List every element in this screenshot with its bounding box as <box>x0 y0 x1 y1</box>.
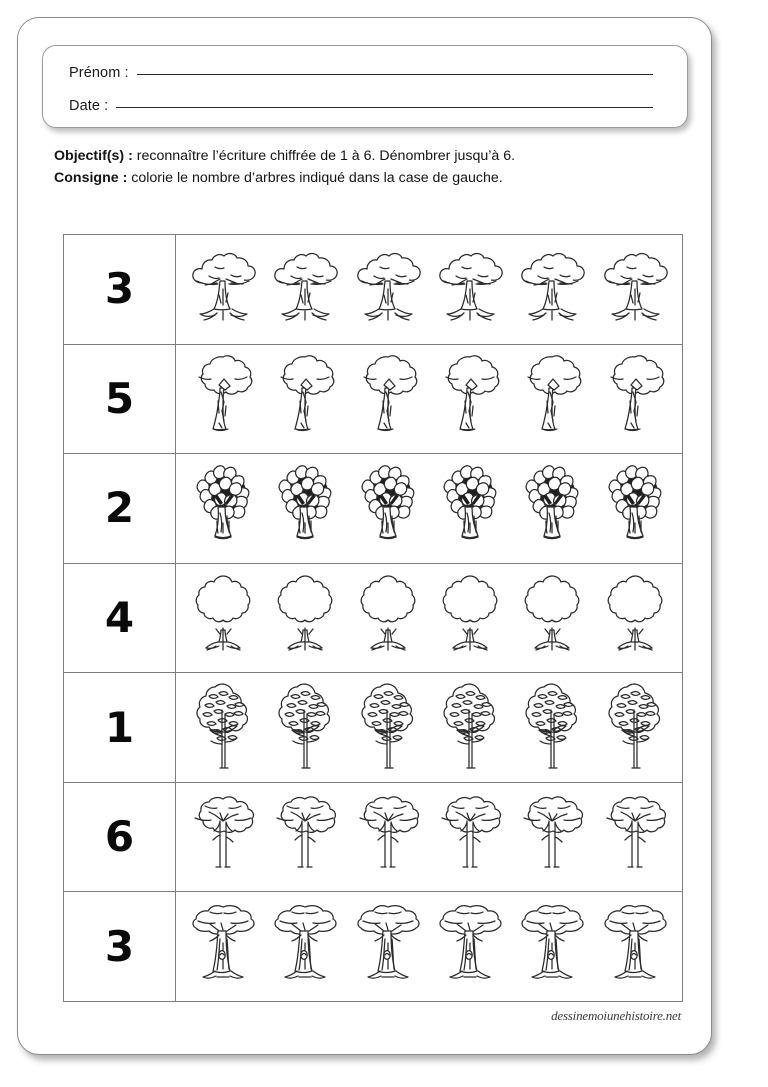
consigne-label: Consigne : <box>54 170 128 186</box>
flat-top-trunk-tree-icon <box>351 899 425 995</box>
bushy-oak-tree-icon <box>352 243 424 335</box>
round-bubbly-tree-icon <box>516 572 588 664</box>
flat-top-trunk-tree-icon <box>598 899 672 995</box>
trees-coloring-cell[interactable] <box>176 345 682 454</box>
date-input-line[interactable] <box>116 107 653 108</box>
leafy-detailed-tree-icon <box>269 461 341 555</box>
date-label: Date : <box>69 98 109 114</box>
instructions-block <box>54 145 694 189</box>
exercise-row <box>64 235 682 345</box>
exercise-row <box>64 783 682 893</box>
conical-feathery-tree-icon <box>269 680 341 776</box>
wavy-canopy-tree-icon <box>516 351 588 447</box>
wavy-canopy-tree-icon <box>434 351 506 447</box>
lobed-branching-tree-icon <box>514 791 590 883</box>
leafy-detailed-tree-icon <box>352 461 424 555</box>
worksheet-page <box>17 17 712 1055</box>
leafy-detailed-tree-icon <box>516 461 588 555</box>
wavy-canopy-tree-icon <box>187 351 259 447</box>
lobed-branching-tree-icon <box>597 791 673 883</box>
round-bubbly-tree-icon <box>434 572 506 664</box>
lobed-branching-tree-icon <box>267 791 343 883</box>
objective-line <box>54 145 694 167</box>
consigne-line <box>54 167 694 189</box>
site-watermark: dessinemoiunehistoire.net <box>551 1008 681 1023</box>
round-bubbly-tree-icon <box>352 572 424 664</box>
lobed-branching-tree-icon <box>432 791 508 883</box>
quantity-number-cell <box>64 673 176 782</box>
flat-top-trunk-tree-icon <box>515 899 589 995</box>
bushy-oak-tree-icon <box>516 243 588 335</box>
quantity-number: 3 <box>104 921 135 971</box>
trees-coloring-cell[interactable] <box>176 892 682 1001</box>
exercise-row <box>64 892 682 1001</box>
exercise-row <box>64 454 682 564</box>
round-bubbly-tree-icon <box>269 572 341 664</box>
conical-feathery-tree-icon <box>352 680 424 776</box>
trees-coloring-cell[interactable] <box>176 235 682 344</box>
round-bubbly-tree-icon <box>599 572 671 664</box>
wavy-canopy-tree-icon <box>269 351 341 447</box>
trees-coloring-cell[interactable] <box>176 783 682 892</box>
bushy-oak-tree-icon <box>599 243 671 335</box>
quantity-number: 6 <box>104 812 135 862</box>
leafy-detailed-tree-icon <box>434 461 506 555</box>
conical-feathery-tree-icon <box>434 680 506 776</box>
quantity-number-cell <box>64 892 176 1001</box>
student-info-box <box>42 45 688 128</box>
quantity-number: 5 <box>104 373 135 423</box>
quantity-number-cell <box>64 235 176 344</box>
lobed-branching-tree-icon <box>350 791 426 883</box>
conical-feathery-tree-icon <box>599 680 671 776</box>
quantity-number: 4 <box>104 593 135 643</box>
first-name-label: Prénom : <box>69 65 129 81</box>
conical-feathery-tree-icon <box>187 680 259 776</box>
exercise-row <box>64 564 682 674</box>
first-name-input-line[interactable] <box>137 74 653 75</box>
objective-text: reconnaître l’écriture chiffrée de 1 à 6. Dénombrer jusqu’à 6. <box>136 148 516 164</box>
flat-top-trunk-tree-icon <box>433 899 507 995</box>
exercise-row <box>64 673 682 783</box>
flat-top-trunk-tree-icon <box>268 899 342 995</box>
objective-label: Objectif(s) : <box>54 148 133 164</box>
bushy-oak-tree-icon <box>434 243 506 335</box>
wavy-canopy-tree-icon <box>352 351 424 447</box>
consigne-text: colorie le nombre d’arbres indiqué dans la case de gauche. <box>131 170 503 186</box>
quantity-number-cell <box>64 454 176 563</box>
quantity-number-cell <box>64 783 176 892</box>
trees-coloring-cell[interactable] <box>176 454 682 563</box>
first-name-field-row <box>43 65 687 81</box>
round-bubbly-tree-icon <box>187 572 259 664</box>
exercise-table <box>63 234 683 1002</box>
flat-top-trunk-tree-icon <box>186 899 260 995</box>
conical-feathery-tree-icon <box>516 680 588 776</box>
leafy-detailed-tree-icon <box>599 461 671 555</box>
trees-coloring-cell[interactable] <box>176 673 682 782</box>
quantity-number-cell <box>64 564 176 673</box>
trees-coloring-cell[interactable] <box>176 564 682 673</box>
quantity-number: 2 <box>104 483 135 533</box>
date-field-row <box>43 98 687 114</box>
exercise-row <box>64 345 682 455</box>
wavy-canopy-tree-icon <box>599 351 671 447</box>
bushy-oak-tree-icon <box>269 243 341 335</box>
bushy-oak-tree-icon <box>187 243 259 335</box>
quantity-number: 1 <box>104 702 135 752</box>
quantity-number-cell <box>64 345 176 454</box>
quantity-number: 3 <box>104 264 135 314</box>
leafy-detailed-tree-icon <box>187 461 259 555</box>
lobed-branching-tree-icon <box>185 791 261 883</box>
